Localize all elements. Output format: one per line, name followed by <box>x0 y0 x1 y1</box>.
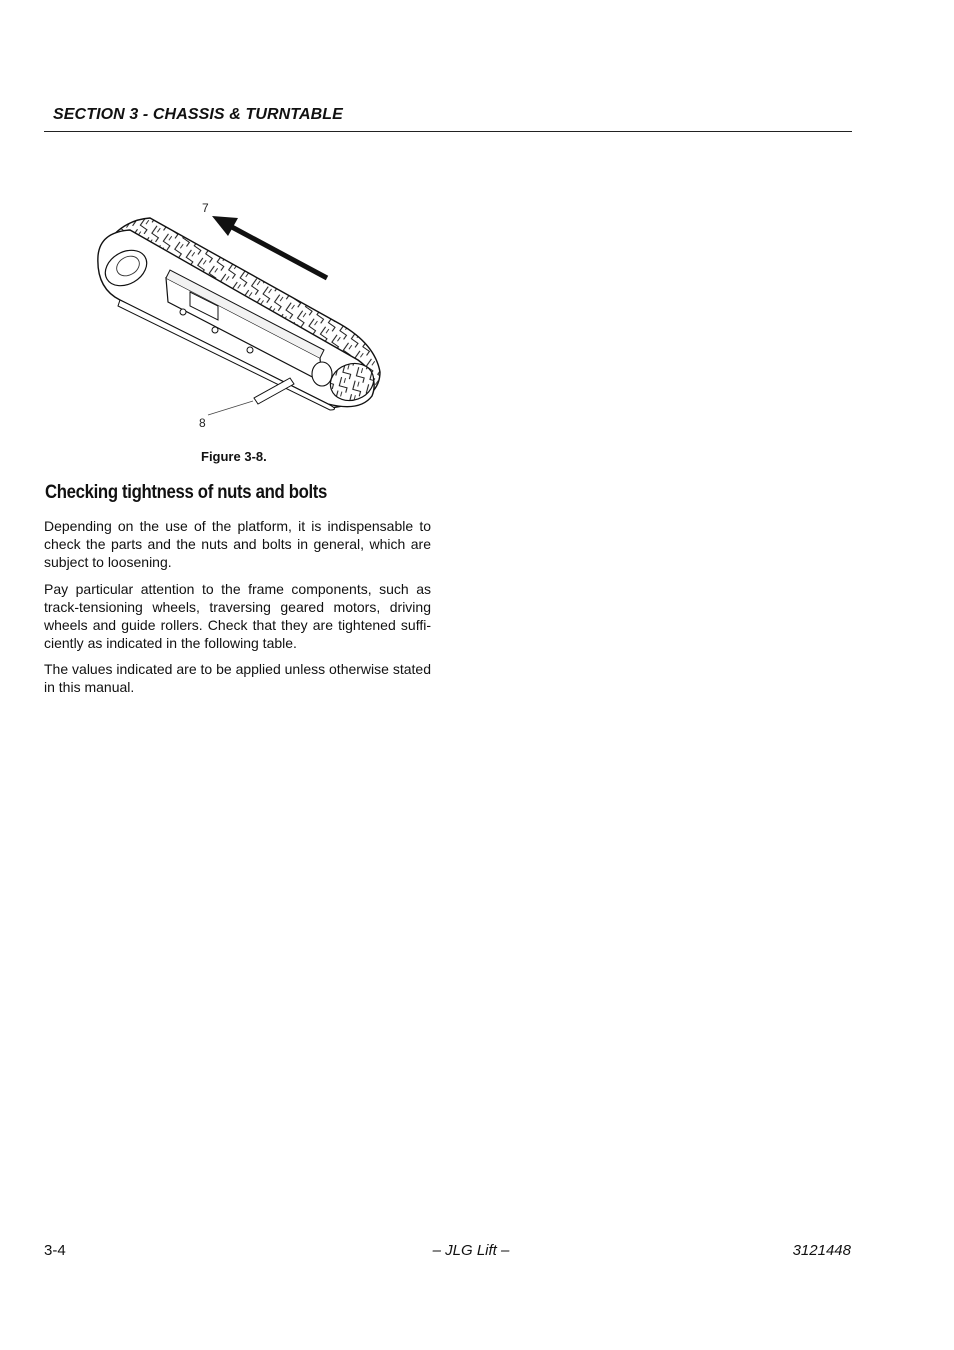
paragraph-1: Depending on the use of the platform, it is indispensable to check the parts and the nuts and bolts in general, which are subject to loosening. <box>44 518 431 570</box>
footer-doc-number: 3121448 <box>792 1242 851 1259</box>
figure-caption: Figure 3-8. <box>201 449 267 464</box>
callout-8: 8 <box>199 416 206 430</box>
section-header: SECTION 3 - CHASSIS & TURNTABLE <box>53 106 343 123</box>
header-rule <box>44 131 852 132</box>
paragraph-3: The values indicated are to be applied unless otherwise stated in this manual. <box>44 661 431 695</box>
tension-rod <box>208 378 294 415</box>
callout-7: 7 <box>202 201 209 215</box>
paragraph-2: Pay particular attention to the frame components, such as track-tensioning wheels, traversing geared motors, driving wheels and guide rollers. Check that they are tightened suffi-ciently as indicated in the following table. <box>44 581 431 651</box>
crawler-track-illustration <box>90 196 390 436</box>
footer-page-number: 3-4 <box>44 1242 66 1259</box>
footer-publisher: – JLG Lift – <box>432 1242 510 1259</box>
section-heading: Checking tightness of nuts and bolts <box>45 481 328 503</box>
track-figure <box>90 196 390 436</box>
